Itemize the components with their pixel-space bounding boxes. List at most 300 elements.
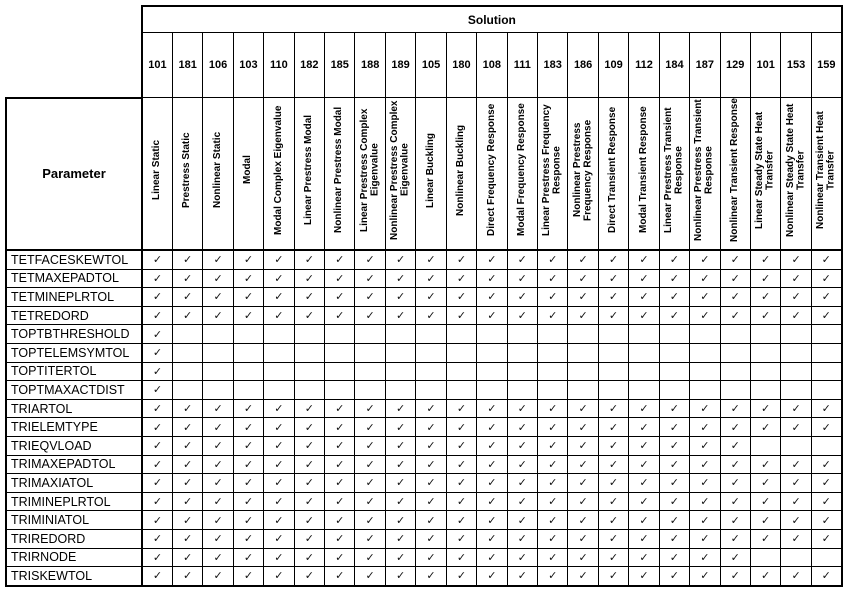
empty-cell [294,325,324,344]
check-icon: ✓ [487,253,497,267]
check-icon: ✓ [761,569,771,583]
check-cell [264,567,294,586]
empty-cell [811,436,841,455]
check-icon: ✓ [152,439,163,453]
empty-cell [385,343,415,362]
check-cell [537,250,567,269]
check-icon: ✓ [304,253,314,267]
empty-cell [264,362,294,381]
check-cell [203,288,233,307]
check-cell [477,474,507,493]
solution-name-cell [720,98,750,251]
check-icon: ✓ [578,550,588,564]
check-icon: ✓ [152,476,163,490]
check-icon: ✓ [335,532,345,546]
table-row [6,343,842,362]
empty-cell [203,325,233,344]
check-cell [446,250,476,269]
check-icon: ✓ [183,569,193,583]
check-icon: ✓ [426,457,436,471]
check-cell [446,567,476,586]
check-icon: ✓ [487,290,497,304]
check-icon: ✓ [578,495,588,509]
check-icon: ✓ [608,457,619,471]
solution-name-cell [294,98,324,251]
empty-cell [781,381,811,400]
check-cell [294,418,324,437]
check-cell [142,381,172,400]
check-cell [294,474,324,493]
check-icon: ✓ [578,476,588,490]
check-icon: ✓ [213,532,223,546]
check-icon: ✓ [426,569,436,583]
check-cell [568,548,598,567]
empty-cell [537,362,567,381]
check-cell [750,567,780,586]
solution-code: 106 [203,33,233,98]
check-cell [781,529,811,548]
check-icon: ✓ [487,439,497,453]
empty-cell [172,381,202,400]
solution-name-label: Nonlinear Prestress Modal [333,106,345,234]
solution-name-cell [446,98,476,251]
check-icon: ✓ [365,253,375,267]
check-cell [690,548,720,567]
check-cell [172,399,202,418]
parameter-name: TETMAXEPADTOL [6,269,142,288]
check-icon: ✓ [700,402,710,416]
check-cell [416,529,446,548]
check-icon: ✓ [395,402,406,416]
check-cell [355,436,385,455]
check-cell [720,492,750,511]
check-icon: ✓ [821,309,831,323]
check-cell [142,325,172,344]
check-icon: ✓ [669,457,679,471]
empty-cell [537,381,567,400]
check-icon: ✓ [639,402,649,416]
solution-name-cell [142,98,172,251]
check-icon: ✓ [274,550,284,564]
check-icon: ✓ [578,309,588,323]
empty-cell [781,436,811,455]
check-icon: ✓ [700,513,710,527]
check-icon: ✓ [517,271,527,285]
check-cell [355,250,385,269]
check-icon: ✓ [395,420,406,434]
check-icon: ✓ [517,513,527,527]
check-cell [629,436,659,455]
check-icon: ✓ [274,402,284,416]
check-cell [750,474,780,493]
check-icon: ✓ [335,271,345,285]
empty-cell [233,343,263,362]
check-icon: ✓ [700,569,710,583]
empty-cell [507,381,537,400]
check-cell [811,399,841,418]
check-cell [659,511,689,530]
check-icon: ✓ [365,569,375,583]
table-row [6,455,842,474]
check-cell [142,250,172,269]
check-icon: ✓ [365,495,375,509]
check-icon: ✓ [395,309,406,323]
check-cell [598,474,628,493]
check-icon: ✓ [152,420,163,434]
corner-blank [6,6,142,33]
check-cell [659,474,689,493]
solution-name-cell [477,98,507,251]
check-icon: ✓ [304,513,314,527]
check-cell [781,492,811,511]
check-cell [294,567,324,586]
check-icon: ✓ [213,439,223,453]
check-cell [537,567,567,586]
check-cell [233,269,263,288]
check-icon: ✓ [395,476,406,490]
check-icon: ✓ [791,271,801,285]
check-cell [659,436,689,455]
empty-cell [659,381,689,400]
check-cell [507,288,537,307]
check-cell [537,399,567,418]
empty-cell [811,548,841,567]
check-cell [720,474,750,493]
check-cell [385,288,415,307]
check-cell [294,455,324,474]
check-cell [264,306,294,325]
check-icon: ✓ [183,476,193,490]
check-icon: ✓ [365,309,375,323]
check-icon: ✓ [548,309,558,323]
solution-code: 111 [507,33,537,98]
check-cell [781,288,811,307]
solution-name-label: Nonlinear Buckling [455,124,467,216]
check-cell [355,529,385,548]
empty-cell [416,343,446,362]
check-cell [325,399,355,418]
check-cell [325,306,355,325]
parameter-name: TRIRNODE [6,548,142,567]
corner-blank [6,33,142,98]
check-cell [172,492,202,511]
check-cell [690,418,720,437]
check-cell [507,474,537,493]
check-cell [294,288,324,307]
check-icon: ✓ [761,253,771,267]
check-icon: ✓ [761,271,771,285]
check-icon: ✓ [730,532,740,546]
check-icon: ✓ [335,402,345,416]
check-icon: ✓ [426,290,436,304]
solution-code: 105 [416,33,446,98]
check-icon: ✓ [213,457,223,471]
solution-code: 110 [264,33,294,98]
check-cell [507,455,537,474]
check-cell [720,399,750,418]
check-cell [720,436,750,455]
check-cell [750,511,780,530]
check-icon: ✓ [700,439,710,453]
check-icon: ✓ [487,513,497,527]
table-row [6,381,842,400]
check-icon: ✓ [608,253,619,267]
check-icon: ✓ [669,290,679,304]
check-icon: ✓ [335,457,345,471]
check-cell [355,492,385,511]
check-cell [294,250,324,269]
check-icon: ✓ [274,457,284,471]
check-icon: ✓ [243,253,254,267]
check-cell [233,529,263,548]
solution-code: 101 [750,33,780,98]
check-icon: ✓ [274,495,284,509]
check-icon: ✓ [791,569,801,583]
check-icon: ✓ [608,271,619,285]
empty-cell [446,381,476,400]
check-cell [629,455,659,474]
check-icon: ✓ [487,569,497,583]
check-icon: ✓ [548,457,558,471]
check-icon: ✓ [213,476,223,490]
check-cell [233,306,263,325]
check-cell [598,250,628,269]
check-icon: ✓ [152,495,163,509]
check-icon: ✓ [456,253,467,267]
check-cell [355,548,385,567]
solution-banner-row [6,6,842,33]
check-icon: ✓ [274,532,284,546]
check-icon: ✓ [548,569,558,583]
check-icon: ✓ [821,495,831,509]
check-icon: ✓ [639,532,649,546]
check-cell [720,269,750,288]
solution-name-cell [811,98,841,251]
check-icon: ✓ [487,457,497,471]
check-icon: ✓ [365,290,375,304]
check-icon: ✓ [548,532,558,546]
empty-cell [507,325,537,344]
check-cell [750,399,780,418]
check-cell [325,418,355,437]
check-icon: ✓ [274,271,284,285]
check-icon: ✓ [791,309,801,323]
empty-cell [690,362,720,381]
solution-code: 189 [385,33,415,98]
check-cell [720,529,750,548]
check-icon: ✓ [335,495,345,509]
check-cell [568,492,598,511]
check-cell [416,250,446,269]
check-cell [477,548,507,567]
check-icon: ✓ [456,309,467,323]
check-icon: ✓ [365,402,375,416]
solution-name-label: Modal Transient Response [637,106,649,234]
check-cell [537,529,567,548]
check-icon: ✓ [456,513,467,527]
check-cell [233,436,263,455]
check-icon: ✓ [274,420,284,434]
check-cell [720,511,750,530]
empty-cell [446,343,476,362]
check-icon: ✓ [304,569,314,583]
empty-cell [690,325,720,344]
parameter-name: TRIARTOL [6,399,142,418]
solution-name-cell [264,98,294,251]
check-cell [781,511,811,530]
check-cell [507,529,537,548]
check-cell [172,455,202,474]
check-cell [446,288,476,307]
check-cell [720,567,750,586]
check-icon: ✓ [730,290,740,304]
check-icon: ✓ [365,550,375,564]
check-cell [233,399,263,418]
check-icon: ✓ [791,420,801,434]
check-icon: ✓ [395,290,406,304]
empty-cell [629,362,659,381]
check-cell [355,269,385,288]
check-cell [477,269,507,288]
check-cell [507,399,537,418]
solution-code: 108 [477,33,507,98]
check-cell [385,474,415,493]
check-cell [507,511,537,530]
check-icon: ✓ [365,476,375,490]
check-icon: ✓ [821,420,831,434]
check-icon: ✓ [365,271,375,285]
check-cell [203,250,233,269]
check-cell [172,474,202,493]
check-icon: ✓ [487,271,497,285]
table-row [6,567,842,586]
check-cell [233,418,263,437]
check-icon: ✓ [152,309,163,323]
check-icon: ✓ [152,532,163,546]
solution-code: 184 [659,33,689,98]
check-icon: ✓ [700,253,710,267]
check-cell [446,529,476,548]
check-icon: ✓ [821,569,831,583]
check-icon: ✓ [700,476,710,490]
empty-cell [750,362,780,381]
solution-name-label: Modal [242,155,254,185]
check-cell [294,399,324,418]
check-icon: ✓ [183,420,193,434]
check-cell [537,548,567,567]
check-cell [629,288,659,307]
check-icon: ✓ [517,309,527,323]
check-icon: ✓ [548,476,558,490]
check-cell [203,548,233,567]
check-icon: ✓ [274,513,284,527]
check-icon: ✓ [730,439,740,453]
solution-name-label: Linear Prestress Complex Eigenvalue [358,108,381,232]
check-icon: ✓ [152,513,163,527]
empty-cell [720,325,750,344]
check-cell [781,306,811,325]
check-icon: ✓ [304,457,314,471]
check-cell [690,288,720,307]
check-cell [416,455,446,474]
check-cell [172,548,202,567]
table-row [6,511,842,530]
empty-cell [325,381,355,400]
check-cell [659,418,689,437]
empty-cell [720,343,750,362]
check-icon: ✓ [669,253,679,267]
check-icon: ✓ [761,290,771,304]
check-cell [264,511,294,530]
check-icon: ✓ [183,532,193,546]
check-icon: ✓ [456,495,467,509]
check-icon: ✓ [578,457,588,471]
check-icon: ✓ [152,569,163,583]
check-icon: ✓ [608,569,619,583]
solution-name-label: Nonlinear Prestress Transient Response [693,99,715,241]
check-icon: ✓ [243,532,254,546]
check-cell [142,567,172,586]
check-icon: ✓ [335,420,345,434]
check-icon: ✓ [578,271,588,285]
check-cell [537,492,567,511]
check-cell [233,567,263,586]
check-cell [781,418,811,437]
check-cell [325,548,355,567]
solution-name-cell [690,98,720,251]
check-icon: ✓ [669,439,679,453]
solution-name-label: Prestress Static [181,132,193,208]
check-icon: ✓ [669,550,679,564]
check-cell [264,455,294,474]
check-cell [598,288,628,307]
check-cell [629,511,659,530]
check-icon: ✓ [456,290,467,304]
check-icon: ✓ [395,439,406,453]
check-cell [811,269,841,288]
parameter-name: TRIMINIATOL [6,511,142,530]
empty-cell [598,381,628,400]
check-cell [294,529,324,548]
check-icon: ✓ [395,457,406,471]
check-cell [446,436,476,455]
check-icon: ✓ [426,439,436,453]
empty-cell [233,362,263,381]
check-icon: ✓ [183,402,193,416]
check-cell [385,418,415,437]
check-icon: ✓ [243,457,254,471]
check-cell [385,269,415,288]
solution-name-label: Modal Frequency Response [516,103,528,237]
check-icon: ✓ [791,402,801,416]
check-icon: ✓ [517,402,527,416]
check-icon: ✓ [274,290,284,304]
check-cell [233,288,263,307]
check-icon: ✓ [608,476,619,490]
check-icon: ✓ [608,402,619,416]
check-icon: ✓ [821,457,831,471]
check-icon: ✓ [639,271,649,285]
check-cell [598,529,628,548]
check-cell [629,306,659,325]
check-cell [750,269,780,288]
solution-code: 109 [598,33,628,98]
parameter-name: TRIEQVLOAD [6,436,142,455]
check-cell [203,436,233,455]
solution-names-row [6,98,842,251]
check-icon: ✓ [426,513,436,527]
check-cell [690,492,720,511]
